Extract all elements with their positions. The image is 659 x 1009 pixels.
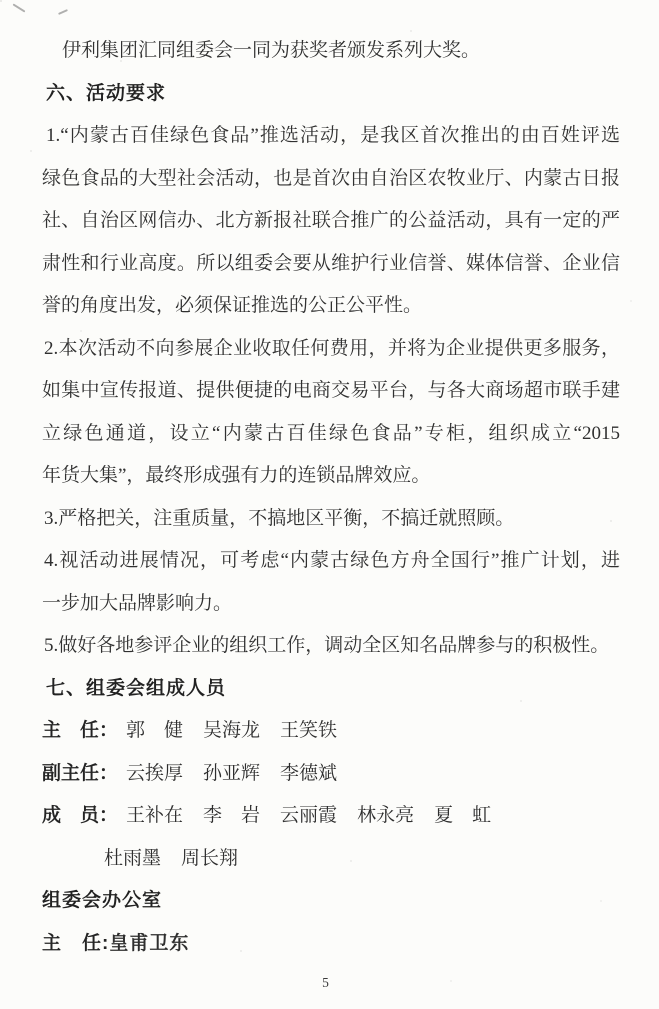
section-heading: 七、组委会组成人员	[46, 677, 227, 699]
page-number: 5	[322, 975, 329, 990]
committee-member-name: 王补在	[126, 805, 184, 826]
text-line: 如集中宣传报道、提供便捷的电商交易平台，与各大商场超市联手建	[42, 380, 620, 401]
text-line: 3.严格把关，注重质量，不搞地区平衡，不搞迁就照顾。	[44, 507, 515, 529]
committee-role-label: 副主任：	[42, 762, 119, 784]
text-line: 社、自治区网信办、北方新报社联合推广的公益活动，具有一定的严	[42, 210, 620, 231]
document-body	[42, 30, 620, 965]
text-line: 年货大集”，最终形成强有力的连锁品牌效应。	[42, 465, 431, 486]
committee-member-name: 云丽霞	[280, 805, 338, 826]
committee-row	[42, 795, 620, 838]
section-heading: 六、活动要求	[46, 82, 167, 104]
text-line: 伊利集团汇同组委会一同为获奖者颁发系列大奖。	[62, 40, 481, 61]
committee-row	[42, 838, 620, 881]
committee-member-name: 林永亮	[357, 805, 415, 826]
text-line: 誉的角度出发，必须保证推选的公正公平性。	[42, 295, 423, 316]
committee-role-label: 主 任：	[42, 720, 119, 741]
committee-row	[42, 753, 620, 796]
section-heading: 组委会办公室	[42, 890, 163, 911]
committee-member-name: 杜雨墨	[104, 847, 162, 869]
text-line: 1.“内蒙古百佳绿色食品”推选活动，是我区首次推出的由百姓评选	[46, 125, 620, 146]
committee-row	[42, 923, 620, 966]
committee-member-name: 夏 虹	[434, 805, 492, 826]
text-line: 肃性和行业高度。所以组委会要从维护行业信誉、媒体信誉、企业信	[42, 252, 620, 274]
scan-artifact	[58, 9, 68, 15]
committee-member-name: 王笑铁	[280, 720, 338, 741]
text-line: 立绿色通道，设立“内蒙古百佳绿色食品”专柜，组织成立“2015	[42, 422, 620, 444]
committee-member-name: 郭 健	[126, 720, 184, 741]
committee-member-name: 吴海龙	[203, 720, 261, 741]
text-line: 一步加大品牌影响力。	[42, 592, 233, 614]
committee-member-name: 孙亚辉	[203, 762, 261, 784]
text-line: 2.本次活动不向参展企业收取任何费用，并将为企业提供更多服务，	[44, 337, 620, 359]
scan-noise	[0, 0, 2, 2]
committee-role-label: 主 任:	[42, 932, 110, 954]
committee-member-name: 李 岩	[203, 805, 261, 826]
scan-artifact	[13, 3, 26, 12]
committee-member-name: 李德斌	[280, 762, 338, 784]
committee-row	[42, 710, 620, 753]
committee-role-label: 成 员：	[42, 805, 119, 826]
text-line: 绿色食品的大型社会活动，也是首次由自治区农牧业厅、内蒙古日报	[42, 167, 620, 189]
committee-member-name: 周长翔	[181, 847, 239, 869]
text-line: 4.视活动进展情况，可考虑“内蒙古绿色方舟全国行”推广计划，进	[44, 550, 620, 571]
text-line: 5.做好各地参评企业的组织工作，调动全区知名品牌参与的积极性。	[44, 635, 610, 656]
committee-member-name: 云挨厚	[126, 762, 184, 784]
committee-member-name: 皇甫卫东	[109, 932, 190, 954]
